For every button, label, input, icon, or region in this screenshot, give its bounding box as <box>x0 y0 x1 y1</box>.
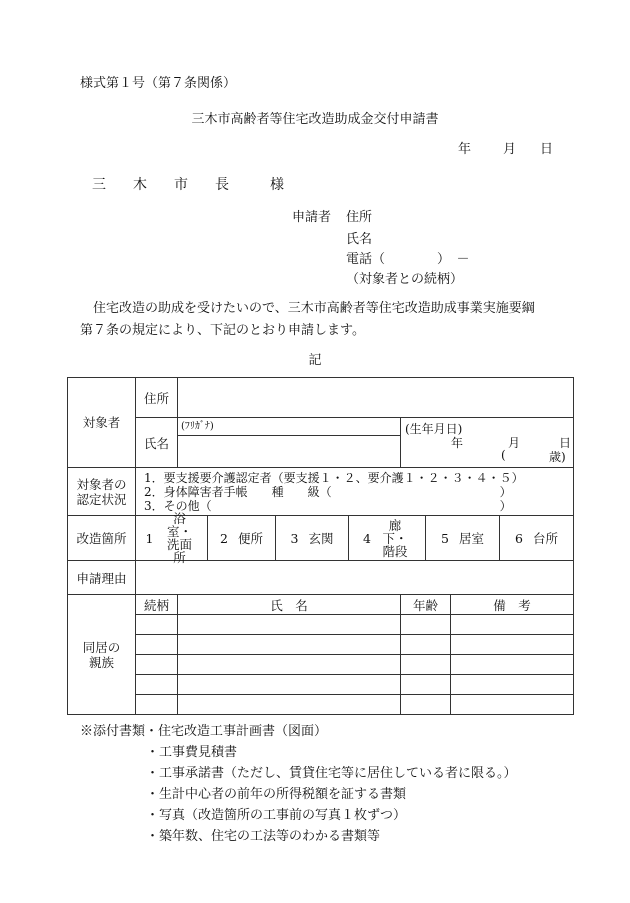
family-cell[interactable] <box>136 675 178 695</box>
family-cell[interactable] <box>178 695 401 715</box>
family-cell[interactable] <box>401 675 451 695</box>
document-title: 三木市高齢者等住宅改造助成金交付申請書 <box>191 112 439 127</box>
family-cell[interactable] <box>178 675 401 695</box>
applicant-phone-label: 電話（ ） － <box>346 252 470 267</box>
place-option-living-room[interactable]: 5 居室 <box>426 516 500 560</box>
date-year-label: 年 <box>458 142 472 157</box>
attachment-item: ・写真（改造箇所の工事前の写真１枚ずつ） <box>146 808 407 823</box>
attachments-lead: ※添付書類・住宅改造工事計画書（図面） <box>80 724 328 739</box>
date-month-label: 月 <box>503 142 517 157</box>
birthdate-label: (生年月日) <box>405 422 463 436</box>
place-option-entrance[interactable]: 3 玄関 <box>276 516 349 560</box>
subject-address-field[interactable] <box>178 378 574 418</box>
applicant-label: 申請者 <box>292 210 332 225</box>
place-option-hallway[interactable]: 4 廊下・階段 <box>349 516 426 560</box>
family-cell[interactable] <box>451 615 574 635</box>
date-day-label: 日 <box>540 142 554 157</box>
attachment-item: ・築年数、住宅の工法等のわかる書類等 <box>146 829 381 844</box>
addressee-char: 長 <box>215 177 230 193</box>
family-header-relation: 続柄 <box>136 595 178 615</box>
addressee-char: 木 <box>133 177 148 193</box>
family-row <box>68 695 574 715</box>
family-row <box>68 655 574 675</box>
subject-address-label: 住所 <box>136 378 178 418</box>
place-option-bath[interactable]: 1 浴室・洗面所 <box>136 516 208 560</box>
subject-label: 対象者 <box>68 378 136 468</box>
family-label: 同居の親族 <box>68 595 136 715</box>
attachment-item: ・工事承諾書（ただし、賃貸住宅等に居住している者に限る。） <box>146 766 517 781</box>
cert-option-2[interactable]: 2．身体障害者手帳 種 級（ ） <box>144 484 512 499</box>
family-cell[interactable] <box>178 635 401 655</box>
birth-day-label: 日 <box>559 436 572 450</box>
family-cell[interactable] <box>451 655 574 675</box>
family-cell[interactable] <box>401 695 451 715</box>
form-number: 様式第１号（第７条関係） <box>80 76 237 91</box>
application-statement <box>80 298 560 342</box>
statement-line-2: 第７条の規定により、下記のとおり申請します。 <box>80 323 365 338</box>
applicant-relation-label: （対象者との続柄） <box>346 272 464 287</box>
applicant-address-label: 住所 <box>346 210 373 225</box>
cert-option-1[interactable]: 1．要支援要介護認定者（要支援１・２、要介護１・２・３・４・５） <box>144 470 524 485</box>
attachment-item: ・生計中心者の前年の所得税額を証する書類 <box>146 787 407 802</box>
birth-month-label: 月 <box>508 436 521 450</box>
family-row <box>68 675 574 695</box>
ki-heading: 記 <box>308 353 322 368</box>
furigana-label: (ﾌﾘｶﾞﾅ) <box>178 418 400 436</box>
family-cell[interactable] <box>136 635 178 655</box>
reason-label: 申請理由 <box>68 561 136 595</box>
birthdate-cell[interactable] <box>401 418 574 468</box>
addressee <box>92 174 285 194</box>
certification-label: 対象者の認定状況 <box>68 468 136 516</box>
attachment-item: ・工事費見積書 <box>146 745 238 760</box>
age-open-paren: ( <box>501 448 506 462</box>
family-cell[interactable] <box>178 615 401 635</box>
addressee-char: 三 <box>92 177 107 193</box>
family-cell[interactable] <box>401 615 451 635</box>
statement-line-1: 住宅改造の助成を受けたいので、三木市高齢者等住宅改造助成事業実施要綱 <box>93 301 535 316</box>
family-cell[interactable] <box>451 695 574 715</box>
birth-year-label: 年 <box>451 436 464 450</box>
subject-name-label: 氏名 <box>136 418 178 468</box>
family-row <box>68 615 574 635</box>
family-header-note: 備 考 <box>451 595 574 615</box>
family-header-age: 年齢 <box>401 595 451 615</box>
applicant-name-label: 氏名 <box>346 232 373 247</box>
family-cell[interactable] <box>136 615 178 635</box>
modification-places-label: 改造箇所 <box>68 516 136 561</box>
reason-field[interactable] <box>136 561 574 595</box>
family-cell[interactable] <box>178 655 401 675</box>
place-option-toilet[interactable]: 2 便所 <box>208 516 276 560</box>
family-row <box>68 635 574 655</box>
addressee-honorific: 様 <box>270 177 285 193</box>
family-cell[interactable] <box>401 635 451 655</box>
subject-name-cell[interactable] <box>178 418 401 468</box>
family-cell[interactable] <box>136 655 178 675</box>
addressee-char: 市 <box>174 177 189 193</box>
place-option-kitchen[interactable]: 6 台所 <box>515 530 558 546</box>
family-cell[interactable] <box>401 655 451 675</box>
cert-option-3[interactable]: 3．その他（ ） <box>144 498 512 513</box>
certification-options[interactable] <box>136 468 574 516</box>
modification-places <box>136 511 574 565</box>
family-header-name: 氏 名 <box>178 595 401 615</box>
family-cell[interactable] <box>451 675 574 695</box>
family-cell[interactable] <box>136 695 178 715</box>
application-table <box>67 377 574 715</box>
age-label: 歳) <box>549 450 566 464</box>
family-cell[interactable] <box>451 635 574 655</box>
